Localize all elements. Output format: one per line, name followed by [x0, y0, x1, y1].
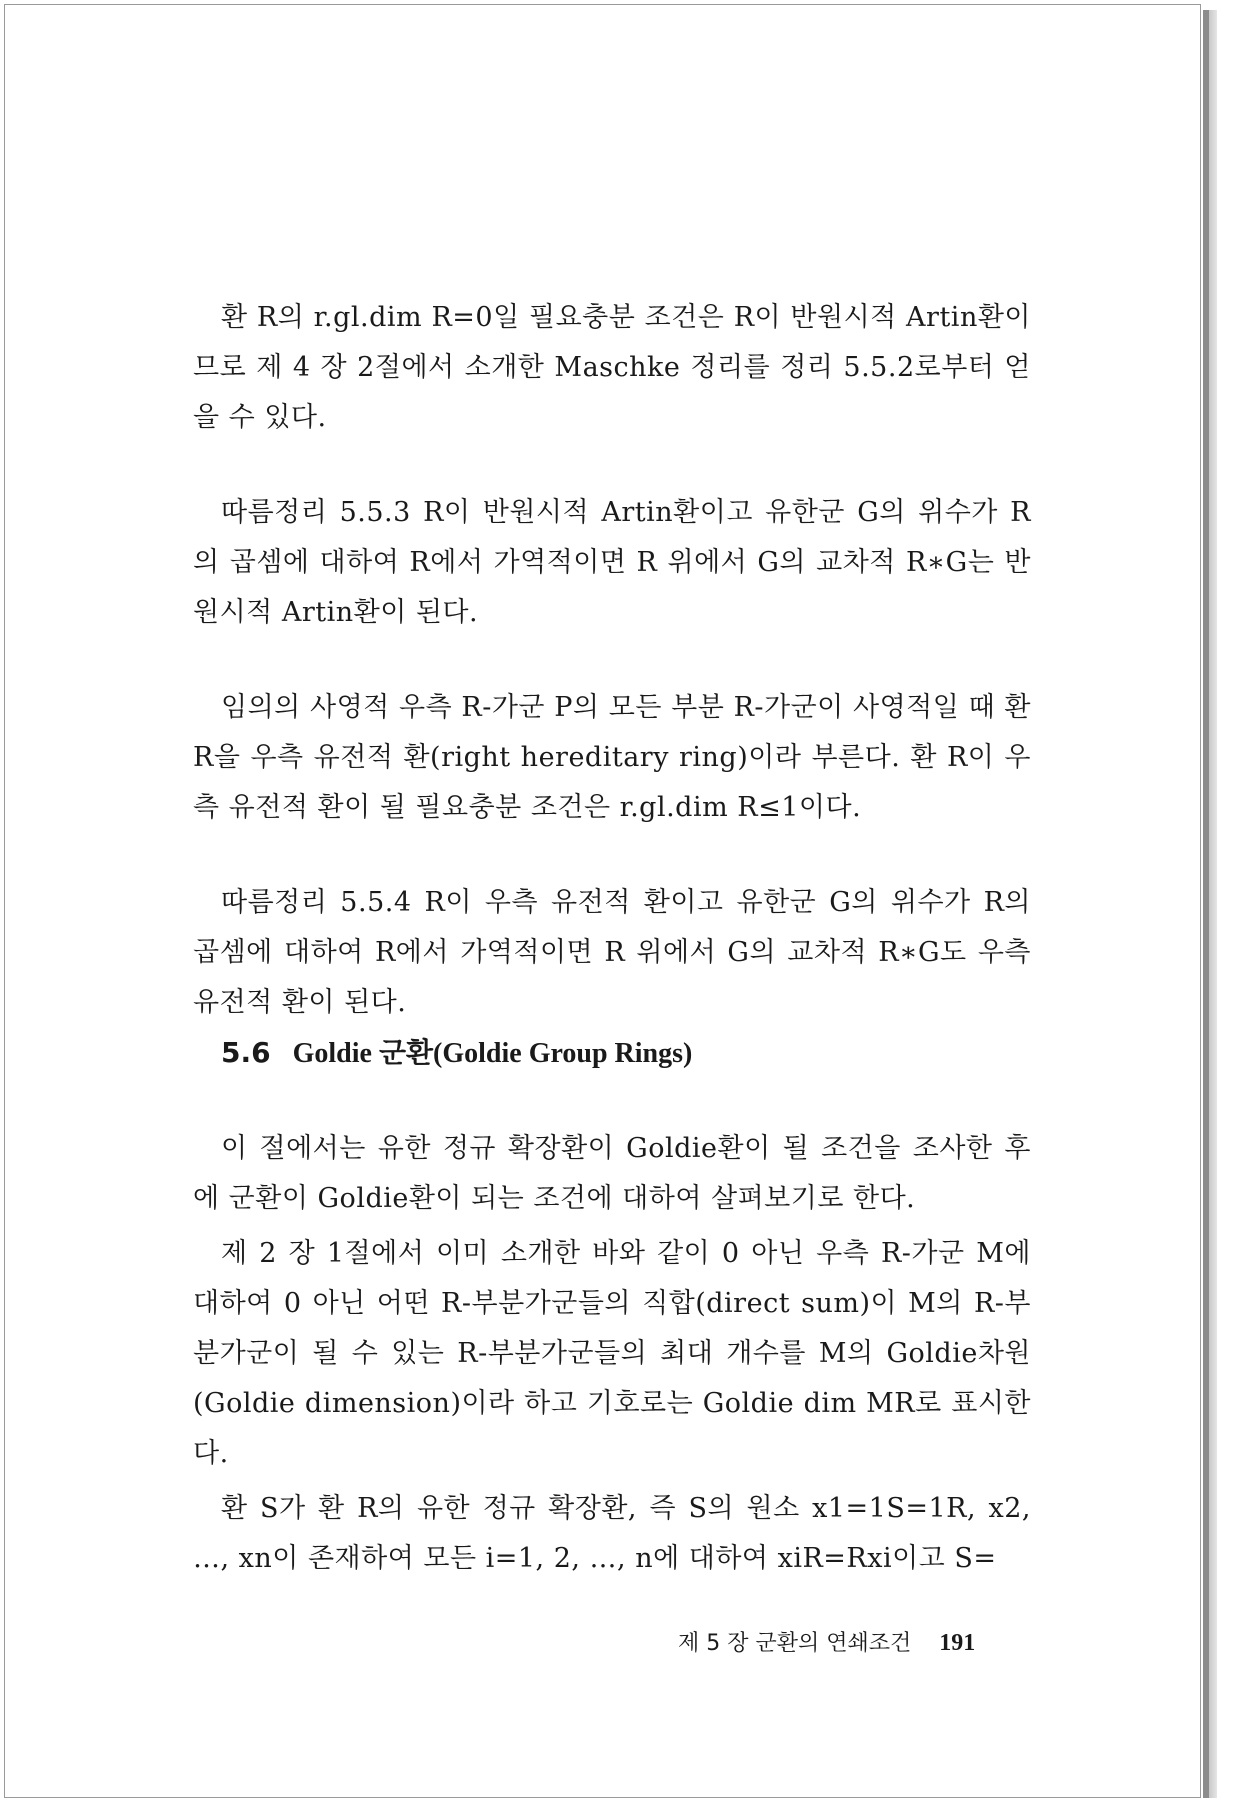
section-title: Goldie 군환(Goldie Group Rings) — [292, 1038, 693, 1069]
book-page — [4, 4, 1201, 1798]
page-body — [193, 293, 1031, 1584]
section-intro-paragraph: 이 절에서는 유한 정규 확장환이 Goldie환이 될 조건을 조사한 후에 군환이 Goldie환이 되는 조건에 대하여 살펴보기로 한다. — [193, 1133, 1031, 1214]
paragraph-maschke: 환 R의 r.gl.dim R=0일 필요충분 조건은 R이 반원시적 Artin환이므로 제 4 장 2절에서 소개한 Maschke 정리를 정리 5.5.2로부터 얻을 수 있다. — [193, 302, 1031, 433]
page-number: 191 — [939, 1630, 976, 1656]
corollary-5-5-4: 따름정리 5.5.4 R이 우측 유전적 환이고 유한군 G의 위수가 R의 곱셈에 대하여 R에서 가역적이면 R 위에서 G의 교차적 R∗G도 우측 유전적 환이 된다. — [193, 887, 1031, 1018]
corollary-5-5-3: 따름정리 5.5.3 R이 반원시적 Artin환이고 유한군 G의 위수가 R의 곱셈에 대하여 R에서 가역적이면 R 위에서 G의 교차적 R∗G는 반원시적 Artin환이 된다. — [193, 497, 1031, 628]
page-edge-shadow — [1203, 10, 1217, 1798]
running-footer — [678, 1626, 1018, 1657]
goldie-dimension-paragraph: 제 2 장 1절에서 이미 소개한 바와 같이 0 아닌 우측 R-가군 M에 대하여 0 아닌 어떤 R-부분가군들의 직합(direct sum)이 M의 R-부분가군이 될 수 있는 R-부분가군들의 최대 개수를 M의 Goldie차원(Goldie dimension)이라 하고 기호로는 Goldie dim MR로 표시한다. — [193, 1238, 1031, 1469]
paragraph-hereditary-ring: 임의의 사영적 우측 R-가군 P의 모든 부분 R-가군이 사영적일 때 환 R을 우측 유전적 환(right hereditary ring)이라 부른다. 환 R이 우측 유전적 환이 될 필요충분 조건은 r.gl.dim R≤1이다. — [193, 692, 1031, 823]
normal-extension-paragraph: 환 S가 환 R의 유한 정규 확장환, 즉 S의 원소 x1=1S=1R, x2, …, xn이 존재하여 모든 i=1, 2, …, n에 대하여 xiR=Rxi이고 S= — [193, 1493, 1031, 1574]
footer-chapter-title: 제 5 장 군환의 연쇄조건 — [678, 1631, 912, 1656]
section-heading — [193, 1028, 1031, 1079]
section-number: 5.6 — [221, 1036, 271, 1069]
